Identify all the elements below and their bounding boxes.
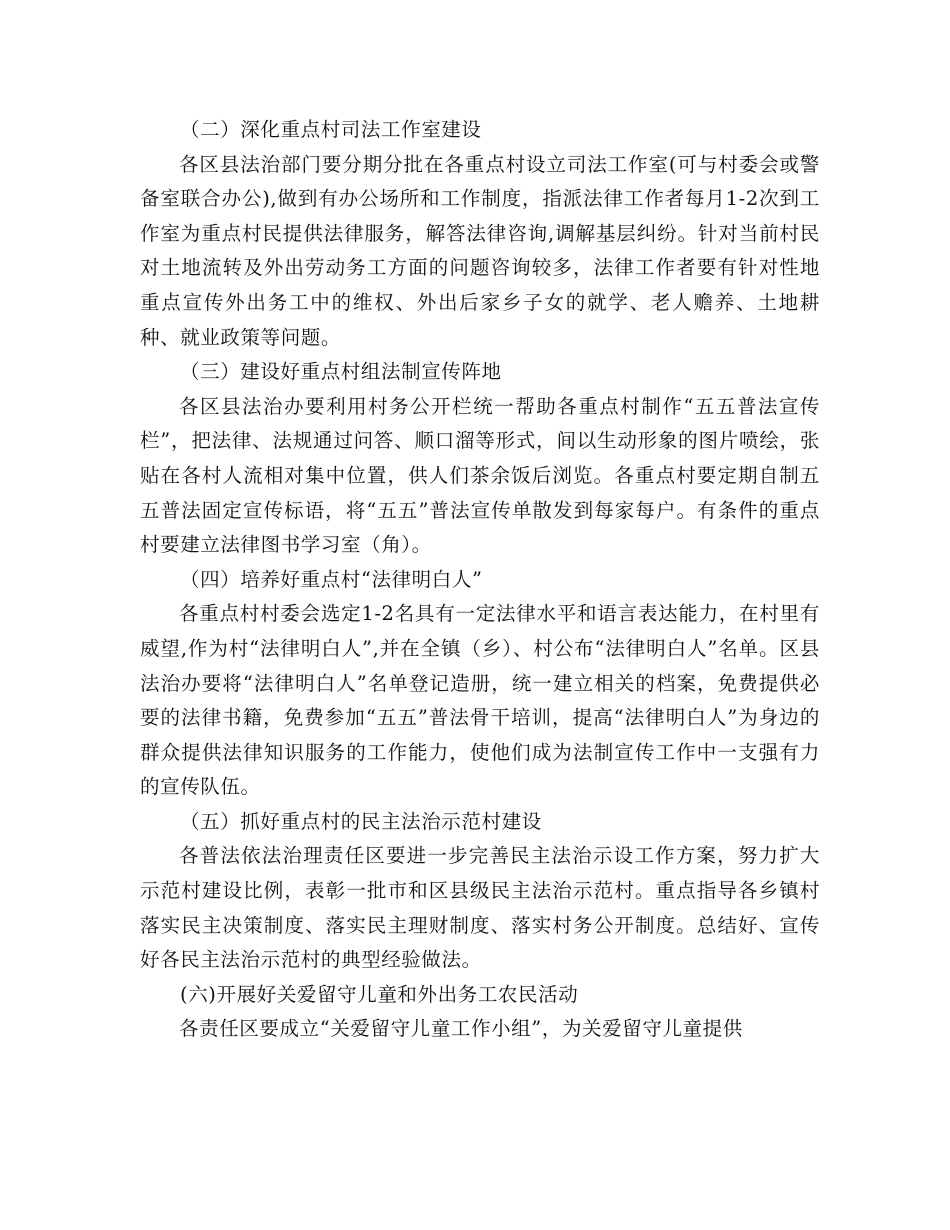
section-heading-6: (六)开展好关爱留守儿童和外出务工农民活动 bbox=[180, 982, 579, 1006]
section-heading-2: （二）深化重点村司法工作室建设 bbox=[180, 118, 482, 141]
section-paragraph-5: 各普法依法治理责任区要进一步完善民主法治示设工作方案，努力扩大示范村建设比例，表彰一批市和区县级民主法治示范村。重点指导各乡镇村落实民主决策制度、落实民主理财制度、落实村务公开制度。总结好、宣传好各民主法治示范村的典型经验做法。 bbox=[140, 844, 820, 972]
section-paragraph-3: 各区县法治办要利用村务公开栏统一帮助各重点村制作“五五普法宣传栏”，把法律、法规通过问答、顺口溜等形式，间以生动形象的图片喷绘，张贴在各村人流相对集中位置，供人们茶余饭后浏览。各重点村要定期自制五五普法固定宣传标语，将“五五”普法宣传单散发到每家每户。有条件的重点村要建立法律图书学习室（角）。 bbox=[140, 394, 820, 557]
section-paragraph-6: 各责任区要成立“关爱留守儿童工作小组”，为关爱留守儿童提供 bbox=[179, 1017, 743, 1041]
document-body bbox=[140, 113, 820, 1047]
section-heading-5: （五）抓好重点村的民主法治示范村建设 bbox=[180, 809, 542, 833]
section-paragraph-4: 各重点村村委会选定1-2名具有一定法律水平和语言表达能力，在村里有威望,作为村“法律明白人”,并在全镇（乡）、村公布“法律明白人”名单。区县法治办要将“法律明白人”名单登记造册，统一建立相关的档案，免费提供必要的法律书籍，免费参加“五五”普法骨干培训，提高“法律明白人”为身边的群众提供法律知识服务的工作能力，使他们成为法制宣传工作中一支强有力的宣传队伍。 bbox=[140, 602, 820, 799]
section-heading-3: （三）建设好重点村组法制宣传阵地 bbox=[180, 360, 502, 384]
section-heading-4: （四）培养好重点村“法律明白人” bbox=[180, 567, 483, 591]
section-paragraph-2: 各区县法治部门要分期分批在各重点村设立司法工作室(可与村委会或警备室联合办公),做到有办公场所和工作制度，指派法律工作者每月1-2次到工作室为重点村民提供法律服务，解答法律咨询,调解基层纠纷。针对当前村民对土地流转及外出劳动务工方面的问题咨询较多，法律工作者要有针对性地重点宣传外出务工中的维权、外出后家乡子女的就学、老人赡养、土地耕种、就业政策等问题。 bbox=[140, 152, 820, 349]
